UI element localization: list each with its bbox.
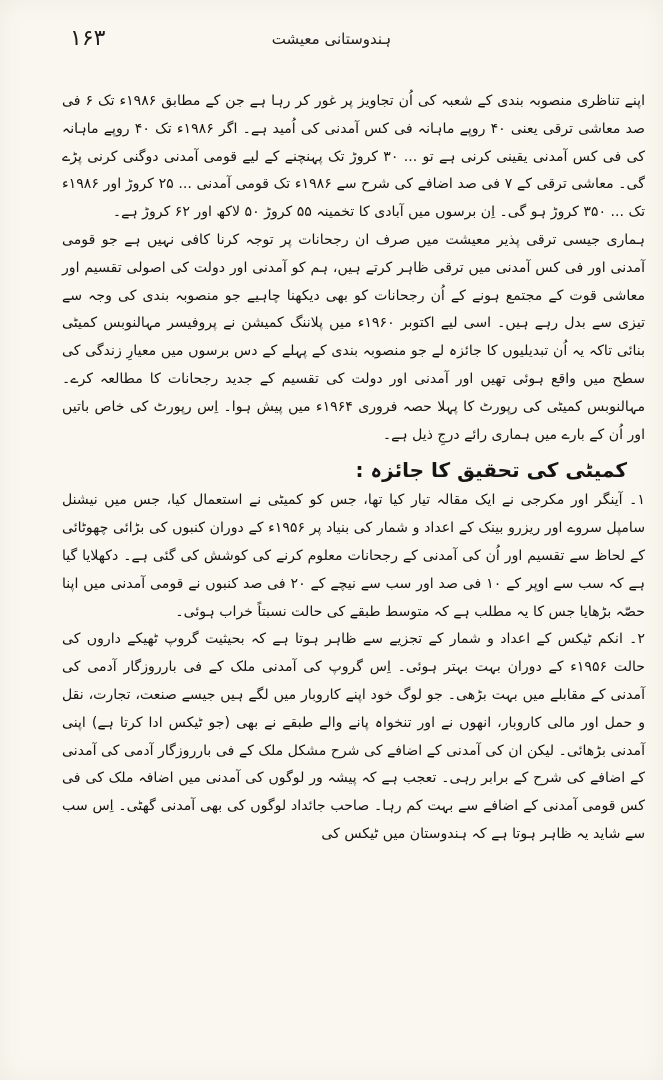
page-header (70, 22, 593, 62)
page-body (62, 88, 645, 960)
section-heading: کمیٹی کی تحقیق کا جائزہ : (355, 458, 627, 483)
numbered-paragraph: ۲۔ انکم ٹیکس کے اعداد و شمار کے تجزیے سے ظاہر ہوتا ہے کہ بحیثیت گروپ ٹھیکے داروں کی حالت ۱۹۵۶ء کے دوران بہت بہتر ہوئی۔ اِس گروپ کی آمدنی ملک کے فی بارروزگار آدمی کی آمدنی کے مقابلے میں بہت بڑھی۔ جو لوگ خود اپنے کاروبار میں لگے ہیں جیسے صنعت، تجارت، نقل و حمل اور مالی کاروبار، انھوں نے اور تنخواہ پانے والے طبقے نے بھی (جو ٹیکس ادا کرتا ہے) اپنی آمدنی بڑھائی۔ لیکن ان کی آمدنی کے اضافے کی شرح مشکل ملک کے فی بارروزگار آدمی کی آمدنی کے اضافے کی شرح کے برابر رہی۔ تعجب ہے کہ پیشہ ور لوگوں کی آمدنی میں اضافہ ملک کی فی کس قومی آمدنی کے اضافے سے بہت کم رہا۔ صاحب جائداد لوگوں کی بھی آمدنی گھٹی۔ اِس سب سے شاید یہ ظاہر ہوتا ہے کہ ہندوستان میں ٹیکس کی (62, 631, 645, 842)
running-title: ہندوستانی معیشت (271, 30, 392, 48)
numbered-paragraph: ۱۔ آینگر اور مکرجی نے ایک مقالہ تیار کیا تھا، جس کو کمیٹی نے استعمال کیا، جس میں نیشنل سامپل سروے اور ریزرو بینک کے اعداد و شمار کی بنیاد پر ۱۹۵۶ء کے دوران کنبوں کی بڑائی چھوٹائی کے لحاظ سے تقسیم اور اُن کی آمدنی کے رجحانات معلوم کرنے کی کوشش کی گئی ہے۔ دکھلایا گیا ہے کہ سب سے اوپر کے ۱۰ فی صد اور سب سے نیچے کے ۲۰ فی صد کنبوں نے قومی آمدنی میں اپنا حصّہ بڑھایا جس کا یہ مطلب ہے کہ متوسط طبقے کی حالت نسبتاً خراب ہوئی۔ (62, 492, 646, 620)
page-number: ۱۶۳ (70, 26, 106, 51)
paragraph: ہماری جیسی ترقی پذیر معیشت میں صرف ان رجحانات پر توجہ کرنا کافی نہیں ہے جو قومی آمدنی اور فی کس آمدنی میں ترقی ظاہر کرتے ہیں، ہم کو آمدنی اور دولت کی اصولی تقسیم اور معاشی قوت کے مجتمع ہونے کے اُن رجحانات کو بھی دیکھنا چاہیے جو منصوبہ بندی کی وجہ سے تیزی سے بدل رہے ہیں۔ اسی لیے اکتوبر ۱۹۶۰ء میں پلاننگ کمیشن نے پروفیسر مہالنوبس کمیٹی بنائی تاکہ یہ اُن تبدیلیوں کا جائزہ لے جو منصوبہ بندی کے پہلے کے دس برسوں میں معیارِ زندگی کی سطح میں واقع ہوئی تھیں اور آمدنی اور دولت کی تقسیم کے جدید رجحانات کا مطالعہ کرے۔ مہالنوبس کمیٹی کی رپورٹ کا پہلا حصہ فروری ۱۹۶۴ء میں پیش ہوا۔ اِس رپورٹ کی خاص باتیں اور اُن کے بارے میں ہماری رائے درجِ ذیل ہے۔ (62, 231, 646, 443)
paragraph: اپنے تناظری منصوبہ بندی کے شعبہ کی اُن تجاویز پر غور کر رہا ہے جن کے مطابق ۱۹۸۶ء تک ۶ فی صد معاشی ترقی یعنی ۴۰ روپے ماہانہ فی کس آمدنی کی اُمید ہے۔ اگر ۱۹۸۶ء تک ۴۰ روپے ماہانہ کی فی کس آمدنی یقینی کرنی ہے تو ... ۳۰ کروڑ تک پہنچنے کے لیے قومی آمدنی دوگنی کرنی پڑے گی۔ معاشی ترقی کے ۷ فی صد اضافے کی شرح سے ۱۹۸۶ء تک قومی آمدنی ... ۲۵ کروڑ اور ۱۹۸۶ء تک ... ۳۵۰ کروڑ ہو گی۔ اِن برسوں میں آبادی کا تخمینہ ۵۵ کروڑ ۵۰ لاکھ اور ۶۲ کروڑ ہے۔ (62, 93, 646, 221)
